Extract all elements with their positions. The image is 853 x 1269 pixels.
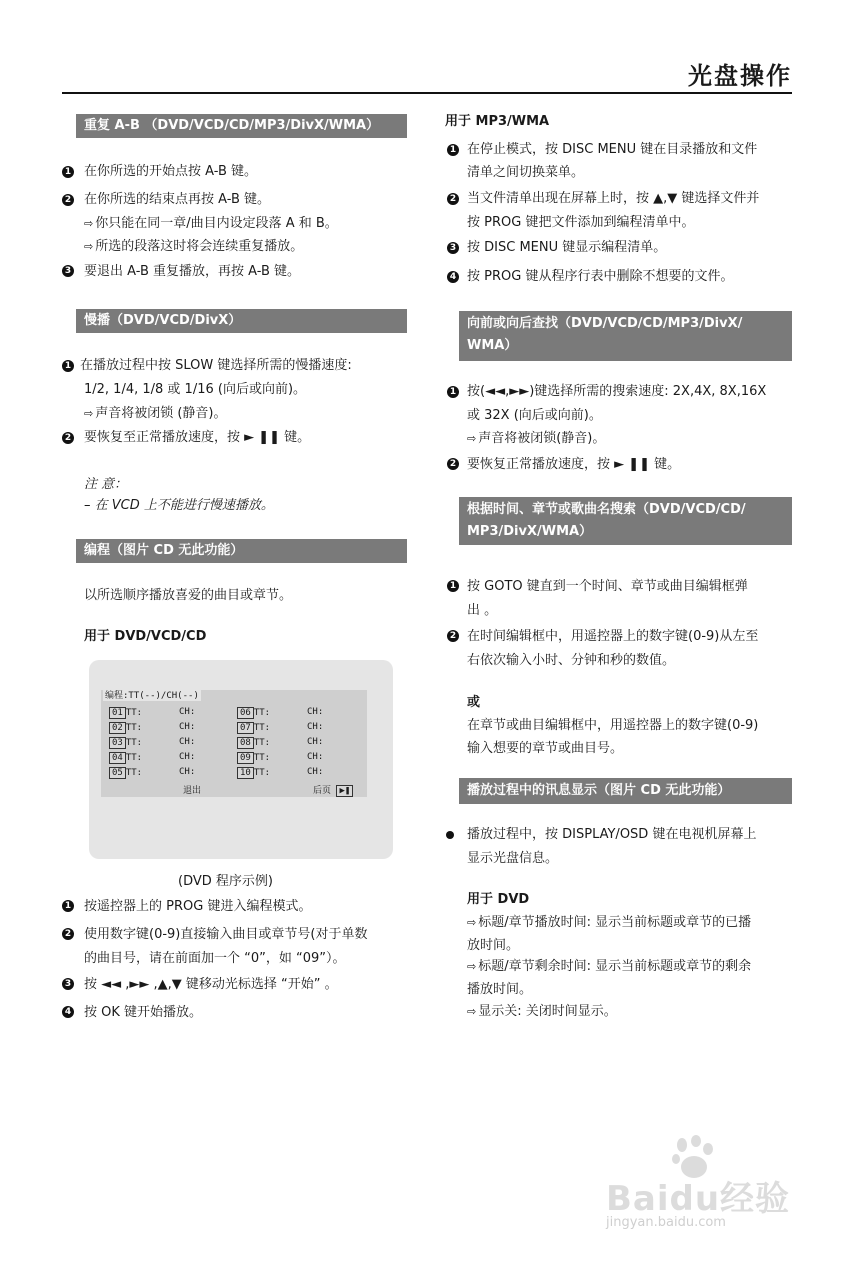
search-step1-line1: 按(◄◄,►►)键选择所需的搜索速度: 2X,4X, 8X,16X: [467, 384, 767, 399]
step-number-icon: 4: [62, 1006, 74, 1018]
osd-item1-line2: 放时间。: [467, 938, 520, 953]
section-heading-time-search: 根据时间、章节或歌曲名搜索（DVD/VCD/CD/ MP3/DivX/WMA）: [459, 497, 792, 545]
program-step1: 按遥控器上的 PROG 键进入编程模式。: [84, 899, 312, 914]
mp3-step4: 按 PROG 键从程序行表中删除不想要的文件。: [467, 269, 734, 284]
step-number-icon: 2: [62, 432, 74, 444]
program-slot: 10 TT: CH:: [237, 767, 270, 779]
step-number-icon: 3: [447, 242, 459, 254]
time-step2-line2: 右依次输入小时、分钟和秒的数值。: [467, 653, 676, 668]
section-heading-ab-repeat: 重复 A-B （DVD/VCD/CD/MP3/DivX/WMA）: [76, 114, 407, 138]
program-slot: 01 TT: CH:: [109, 707, 142, 719]
program-slot: 05 TT: CH:: [109, 767, 142, 779]
program-slot: 07 TT: CH:: [237, 722, 270, 734]
step-number-icon: 1: [62, 360, 74, 372]
osd-item2-line1: ⇨ 标题/章节剩余时间: 显示当前标题或章节的剩余: [467, 957, 751, 977]
step-number-icon: 1: [62, 166, 74, 178]
program-slot: 03 TT: CH:: [109, 737, 142, 749]
step-number-icon: 2: [447, 458, 459, 470]
program-slot: 06 TT: CH:: [237, 707, 270, 719]
time-or-line1: 在章节或曲目编辑框中，用遥控器上的数字键(0-9): [467, 718, 759, 733]
slow-step1-line2: 1/2, 1/4, 1/8 或 1/16 (向后或向前)。: [84, 382, 307, 397]
step-number-icon: 1: [62, 900, 74, 912]
program-exit-label: 退出: [183, 786, 202, 796]
ab-step1: 在你所选的开始点按 A-B 键。: [84, 164, 258, 179]
step-number-icon: 2: [447, 193, 459, 205]
osd-item1-line1: ⇨ 标题/章节播放时间: 显示当前标题或章节的已播: [467, 913, 751, 933]
time-step1-line2: 出 。: [467, 603, 498, 618]
time-or-line2: 输入想要的章节或曲目号。: [467, 741, 624, 756]
ab-step2-note2: ⇨ 所选的段落这时将会连续重复播放。: [84, 237, 303, 257]
step-number-icon: 1: [447, 580, 459, 592]
hollow-arrow-icon: ⇨: [467, 1005, 477, 1018]
step-number-icon: 3: [62, 265, 74, 277]
mp3-for-label: 用于 MP3/WMA: [445, 114, 550, 129]
time-step1-line1: 按 GOTO 键直到一个时间、章节或曲目编辑框弹: [467, 579, 748, 594]
program-intro: 以所选顺序播放喜爱的曲目或章节。: [84, 588, 293, 603]
slow-step1-line1: 在播放过程中按 SLOW 键选择所需的慢播速度:: [80, 358, 352, 373]
bullet-icon: [446, 831, 454, 839]
hollow-arrow-icon: ⇨: [467, 916, 477, 929]
section-heading-program: 编程（图片 CD 无此功能）: [76, 539, 407, 563]
program-next-page: 后页 ▶❚: [313, 783, 353, 797]
mp3-step3: 按 DISC MENU 键显示编程清单。: [467, 240, 667, 255]
program-slot: 09 TT: CH:: [237, 752, 270, 764]
program-grid-title: 编程:TT(--)/CH(--): [103, 688, 201, 701]
step-number-icon: 2: [62, 928, 74, 940]
hollow-arrow-icon: ⇨: [84, 407, 94, 420]
program-slot: 04 TT: CH:: [109, 752, 142, 764]
search-step1-line2: 或 32X (向后或向前)。: [467, 408, 602, 423]
step-number-icon: 2: [447, 630, 459, 642]
mp3-step1-line2: 清单之间切换菜单。: [467, 165, 585, 180]
page-title: 光盘操作: [688, 62, 792, 90]
program-grid: [101, 690, 367, 797]
program-step2-line1: 使用数字键(0-9)直接输入曲目或章节号(对于单数: [84, 927, 368, 942]
mp3-step2-line2: 按 PROG 键把文件添加到编程清单中。: [467, 215, 695, 230]
slow-note-text: – 在 VCD 上不能进行慢速播放。: [84, 498, 274, 513]
hollow-arrow-icon: ⇨: [467, 960, 477, 973]
osd-bullet-line2: 显示光盘信息。: [467, 851, 559, 866]
search-step1-note: ⇨ 声音将被闭锁(静音)。: [467, 429, 605, 449]
step-number-icon: 1: [447, 386, 459, 398]
ab-step3: 要退出 A-B 重复播放，再按 A-B 键。: [84, 264, 301, 279]
watermark-logo-text: Baidu经验: [606, 1179, 791, 1219]
baidu-watermark: [602, 1135, 802, 1235]
slow-step2: 要恢复至正常播放速度，按 ► ❚❚ 键。: [84, 430, 311, 445]
program-step4: 按 OK 键开始播放。: [84, 1005, 203, 1020]
program-step3: 按 ◄◄ ,►► ,▲,▼ 键移动光标选择 “开始” 。: [84, 977, 338, 992]
ab-step2: 在你所选的结束点再按 A-B 键。: [84, 192, 271, 207]
program-screen-caption: (DVD 程序示例): [178, 874, 273, 889]
hollow-arrow-icon: ⇨: [84, 240, 94, 253]
osd-item2-line2: 播放时间。: [467, 982, 533, 997]
slow-note-title: 注 意：: [84, 477, 128, 492]
time-or-label: 或: [467, 695, 481, 710]
section-heading-slow: 慢播（DVD/VCD/DivX）: [76, 309, 407, 333]
ab-step2-note1: ⇨ 你只能在同一章/曲目内设定段落 A 和 B。: [84, 214, 338, 234]
hollow-arrow-icon: ⇨: [467, 432, 477, 445]
program-step2-line2: 的曲目号，请在前面加一个 “0”，如 “09”）。: [84, 951, 346, 966]
watermark-url: jingyan.baidu.com: [606, 1215, 726, 1230]
page-header: [62, 52, 792, 94]
section-heading-osd: 播放过程中的讯息显示（图片 CD 无此功能）: [459, 778, 792, 804]
hollow-arrow-icon: ⇨: [84, 217, 94, 230]
step-number-icon: 1: [447, 144, 459, 156]
next-page-icon: ▶❚: [336, 785, 353, 797]
step-number-icon: 3: [62, 978, 74, 990]
step-number-icon: 2: [62, 194, 74, 206]
osd-bullet-line1: 播放过程中，按 DISPLAY/OSD 键在电视机屏幕上: [467, 827, 757, 842]
mp3-step2-line1: 当文件清单出现在屏幕上时，按 ▲,▼ 键选择文件并: [467, 191, 760, 206]
osd-item3: ⇨ 显示关: 关闭时间显示。: [467, 1002, 617, 1022]
section-heading-search: 向前或向后查找（DVD/VCD/CD/MP3/DivX/ WMA）: [459, 311, 792, 361]
osd-for-label: 用于 DVD: [467, 892, 530, 907]
step-number-icon: 4: [447, 271, 459, 283]
time-step2-line1: 在时间编辑框中，用遥控器上的数字键(0-9)从左至: [467, 629, 759, 644]
program-slot: 08 TT: CH:: [237, 737, 270, 749]
slow-step1-note: ⇨ 声音将被闭锁 (静音)。: [84, 404, 227, 424]
program-screen-example: [89, 660, 393, 859]
mp3-step1-line1: 在停止模式，按 DISC MENU 键在目录播放和文件: [467, 142, 758, 157]
program-for-label: 用于 DVD/VCD/CD: [84, 629, 207, 644]
program-slot: 02 TT: CH:: [109, 722, 142, 734]
search-step2: 要恢复正常播放速度，按 ► ❚❚ 键。: [467, 457, 681, 472]
